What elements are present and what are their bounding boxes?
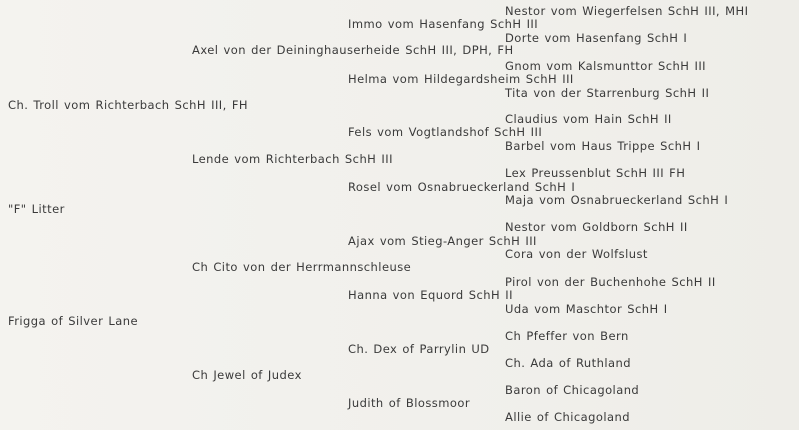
dam-name: Frigga of Silver Lane — [8, 314, 138, 328]
great-grandsire-3: Ajax vom Stieg-Anger SchH III — [348, 234, 537, 248]
ggg-13: Ch Pfeffer von Bern — [505, 329, 629, 343]
litter-label: "F" Litter — [8, 202, 65, 216]
great-grandam-1: Helma vom Hildegardsheim SchH III — [348, 72, 574, 86]
ggg-11: Pirol von der Buchenhohe SchH II — [505, 275, 716, 289]
ggg-12: Uda vom Maschtor SchH I — [505, 302, 668, 316]
paternal-granddam: Lende vom Richterbach SchH III — [192, 152, 393, 166]
great-grandam-4: Judith of Blossmoor — [348, 396, 471, 410]
maternal-grandsire: Ch Cito von der Herrmannschleuse — [192, 260, 412, 274]
paternal-grandsire: Axel von der Deininghauserheide SchH III, DPH, FH — [192, 43, 514, 57]
ggg-1: Nestor vom Wiegerfelsen SchH III, MHI — [505, 4, 749, 18]
great-grandam-2: Rosel vom Osnabrueckerland SchH I — [348, 180, 576, 194]
ggg-10: Cora von der Wolfslust — [505, 247, 648, 261]
ggg-9: Nestor vom Goldborn SchH II — [505, 220, 688, 234]
great-grandam-3: Hanna von Equord SchH II — [348, 288, 513, 302]
great-grandsire-2: Fels vom Vogtlandshof SchH III — [348, 125, 543, 139]
sire-name: Ch. Troll vom Richterbach SchH III, FH — [8, 98, 249, 112]
ggg-15: Baron of Chicagoland — [505, 383, 640, 397]
ggg-4: Tita von der Starrenburg SchH II — [505, 86, 710, 100]
maternal-granddam: Ch Jewel of Judex — [192, 368, 302, 382]
ggg-7: Lex Preussenblut SchH III FH — [505, 166, 686, 180]
ggg-5: Claudius vom Hain SchH II — [505, 112, 672, 126]
ggg-14: Ch. Ada of Ruthland — [505, 356, 631, 370]
great-grandsire-4: Ch. Dex of Parrylin UD — [348, 342, 490, 356]
ggg-6: Barbel vom Haus Trippe SchH I — [505, 139, 701, 153]
ggg-8: Maja vom Osnabrueckerland SchH I — [505, 193, 729, 207]
ggg-16: Allie of Chicagoland — [505, 410, 630, 424]
great-grandsire-1: Immo vom Hasenfang SchH III — [348, 17, 539, 31]
ggg-2: Dorte vom Hasenfang SchH I — [505, 31, 688, 45]
ggg-3: Gnom vom Kalsmunttor SchH III — [505, 59, 707, 73]
